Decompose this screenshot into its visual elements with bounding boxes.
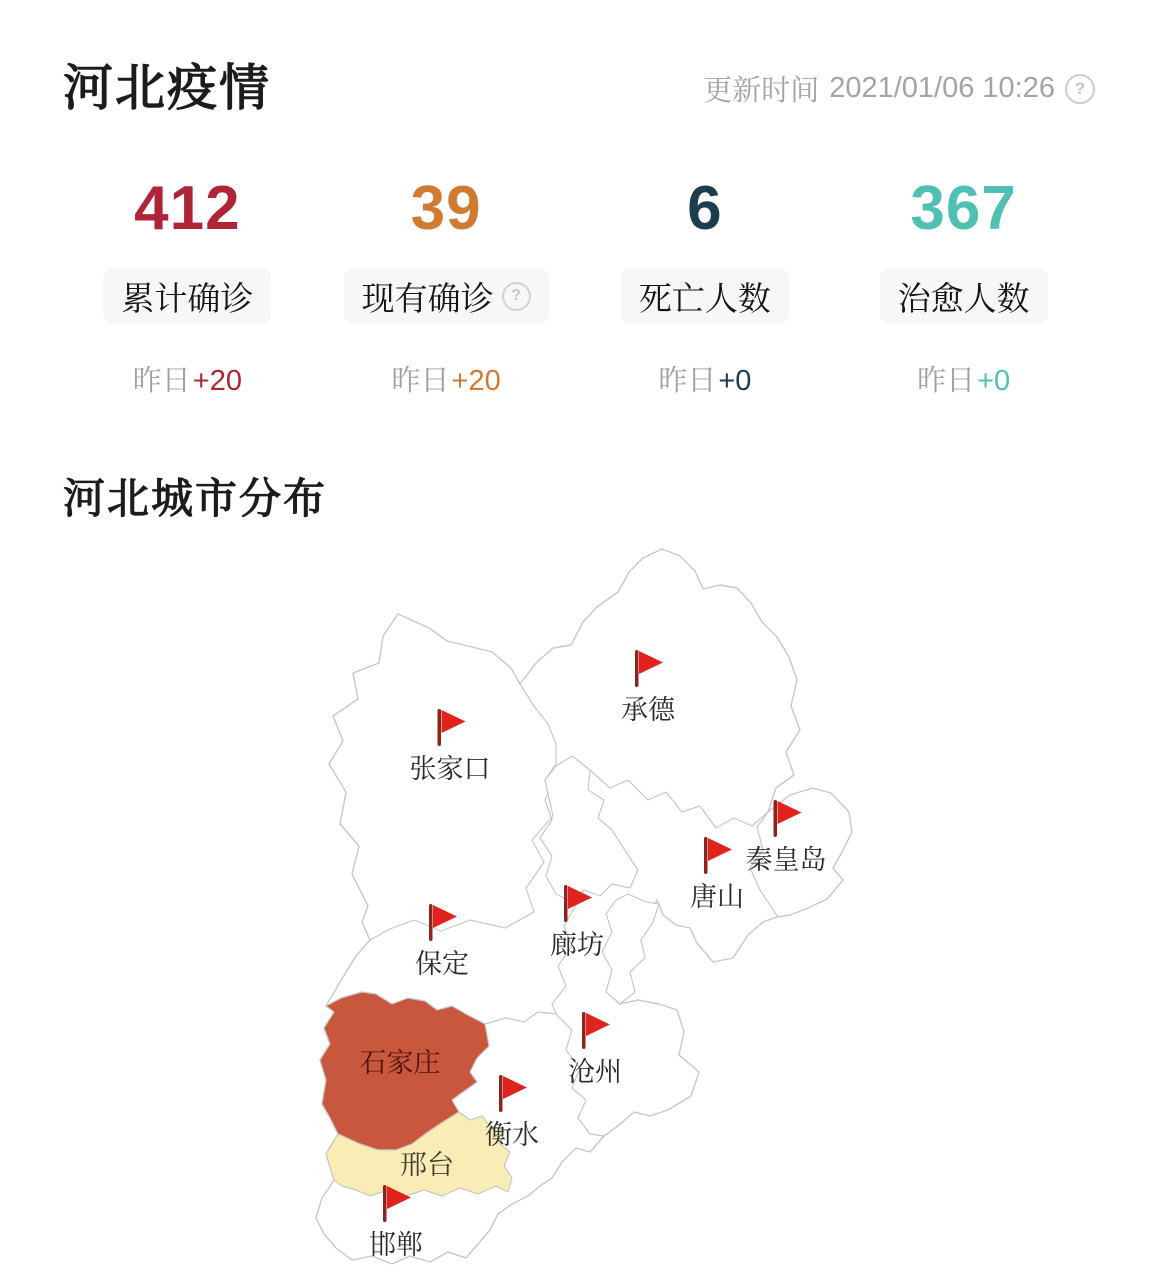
city-markers-layer	[280, 540, 870, 1280]
city-label: 邢台	[400, 1150, 454, 1180]
flag-icon	[560, 883, 594, 925]
stat-delta	[917, 358, 1010, 399]
city-label: 承德	[621, 695, 675, 725]
stat-delta	[658, 358, 751, 399]
city-label: 秦皇岛	[745, 845, 827, 875]
city-label: 石家庄	[359, 1048, 441, 1078]
map-section-title: 河北城市分布	[63, 475, 328, 522]
page-title: 河北疫情	[63, 60, 271, 116]
help-icon[interactable]: ?	[502, 282, 531, 311]
delta-value: +20	[192, 365, 242, 397]
flag-icon	[769, 798, 803, 840]
flag-icon	[495, 1073, 529, 1115]
stat-label	[880, 268, 1048, 324]
stat-delta	[392, 358, 501, 399]
city-label: 保定	[415, 949, 469, 979]
city-marker-承德	[621, 648, 675, 726]
city-marker-秦皇岛	[746, 798, 827, 876]
stat-delta	[133, 358, 242, 399]
stat-label-text: 现有确诊	[361, 279, 494, 317]
stat-card-current-confirmed	[317, 174, 576, 399]
flag-icon	[700, 835, 734, 877]
flag-icon	[578, 1010, 612, 1052]
city-marker-石家庄	[360, 1048, 441, 1079]
city-marker-邯郸	[369, 1183, 423, 1261]
stat-value: 6	[687, 174, 723, 243]
hebei-city-map	[280, 540, 870, 1280]
flag-icon	[379, 1183, 413, 1225]
city-marker-廊坊	[550, 883, 604, 961]
delta-label: 昨日	[132, 365, 191, 397]
stat-value: 367	[910, 174, 1017, 243]
delta-value: +20	[451, 365, 501, 397]
stat-label-text: 累计确诊	[121, 279, 254, 317]
city-label: 邯郸	[369, 1230, 423, 1260]
update-time-value: 2021/01/06 10:26	[829, 72, 1055, 104]
delta-label: 昨日	[391, 365, 450, 397]
city-label: 衡水	[485, 1120, 539, 1150]
flag-icon	[425, 902, 459, 944]
city-marker-邢台	[400, 1150, 454, 1181]
city-marker-保定	[415, 902, 469, 980]
delta-value: +0	[718, 365, 752, 397]
stat-label	[344, 268, 549, 324]
stat-label	[103, 268, 271, 324]
delta-value: +0	[977, 365, 1011, 397]
city-label: 沧州	[568, 1057, 622, 1087]
stat-label	[621, 268, 789, 324]
city-marker-唐山	[690, 835, 744, 913]
city-marker-沧州	[568, 1010, 622, 1088]
stat-value: 39	[410, 174, 482, 243]
stat-label-text: 死亡人数	[638, 279, 771, 317]
flag-icon	[631, 648, 665, 690]
city-marker-张家口	[410, 707, 491, 785]
delta-label: 昨日	[917, 365, 976, 397]
city-label: 张家口	[409, 754, 491, 784]
city-label: 廊坊	[550, 930, 604, 960]
stat-card-deaths	[576, 174, 835, 399]
stat-label-text: 治愈人数	[897, 279, 1030, 317]
flag-icon	[433, 707, 467, 749]
stats-row	[58, 174, 1093, 399]
delta-label: 昨日	[658, 365, 717, 397]
stat-card-cured	[834, 174, 1093, 399]
stat-value: 412	[134, 174, 241, 243]
help-icon[interactable]: ?	[1065, 74, 1095, 104]
stat-card-cumulative-confirmed	[58, 174, 317, 399]
city-label: 唐山	[690, 882, 744, 912]
update-time-row	[703, 68, 1095, 109]
city-marker-衡水	[485, 1073, 539, 1151]
update-time-label: 更新时间	[703, 75, 820, 107]
